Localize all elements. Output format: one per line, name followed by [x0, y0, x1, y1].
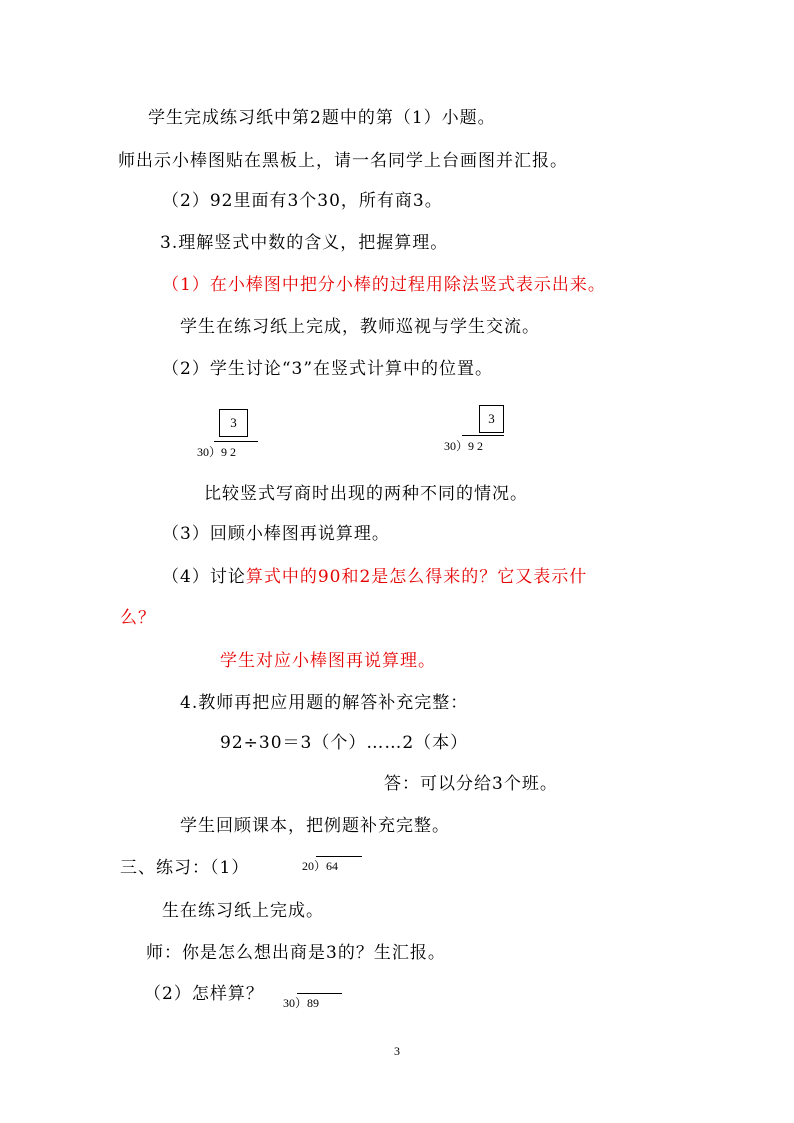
highlighted-text-line: 学生对应小棒图再说算理。	[220, 651, 436, 671]
text-line: （2）学生讨论“3”在竖式计算中的位置。	[162, 359, 494, 379]
text-line: 学生回顾课本，把例题补充完整。	[180, 816, 450, 836]
page-number: 3	[394, 1044, 400, 1058]
quotient-box: 3	[479, 405, 504, 433]
highlighted-text-line: 么？	[120, 608, 156, 628]
division-expression: 20）64	[302, 859, 339, 873]
section-heading: 三、练习：（1）	[120, 858, 250, 878]
text-line: 师出示小棒图贴在黑板上，请一名同学上台画图并汇报。	[118, 151, 568, 171]
answer-line: 答：可以分给3个班。	[384, 774, 558, 794]
text-line	[162, 565, 587, 589]
section-heading: 4.教师再把应用题的解答补充完整：	[180, 693, 469, 713]
text-line: 比较竖式写商时出现的两种不同的情况。	[204, 484, 528, 504]
highlighted-text: 算式中的90和2是怎么得来的？它又表示什	[245, 567, 588, 587]
text-line-start: （4）讨论	[162, 567, 246, 587]
text-line: （2）92里面有3个30，所有商3。	[162, 191, 443, 211]
section-heading: 3.理解竖式中数的含义，把握算理。	[160, 233, 449, 253]
division-expression: 30）9 2	[444, 439, 484, 453]
equation: 92÷30＝3（个）……2（本）	[220, 733, 469, 753]
division-bar	[214, 441, 258, 442]
division-bar	[297, 993, 342, 994]
division-bar	[316, 856, 362, 857]
division-expression: 30）89	[283, 996, 320, 1010]
text-line: 生在练习纸上完成。	[162, 901, 324, 921]
text-line: 学生在练习纸上完成，教师巡视与学生交流。	[180, 317, 540, 337]
text-line: （2）怎样算？	[144, 984, 264, 1004]
division-expression: 30）9 2	[197, 445, 237, 459]
text-line: 学生完成练习纸中第2题中的第（1）小题。	[148, 108, 496, 128]
division-bar	[462, 435, 504, 436]
highlighted-text-line: （1）在小棒图中把分小棒的过程用除法竖式表示出来。	[162, 275, 606, 295]
text-line: 师：你是怎么想出商是3的？生汇报。	[146, 943, 446, 963]
quotient-box: 3	[219, 409, 248, 437]
text-line: （3）回顾小棒图再说算理。	[162, 524, 390, 544]
